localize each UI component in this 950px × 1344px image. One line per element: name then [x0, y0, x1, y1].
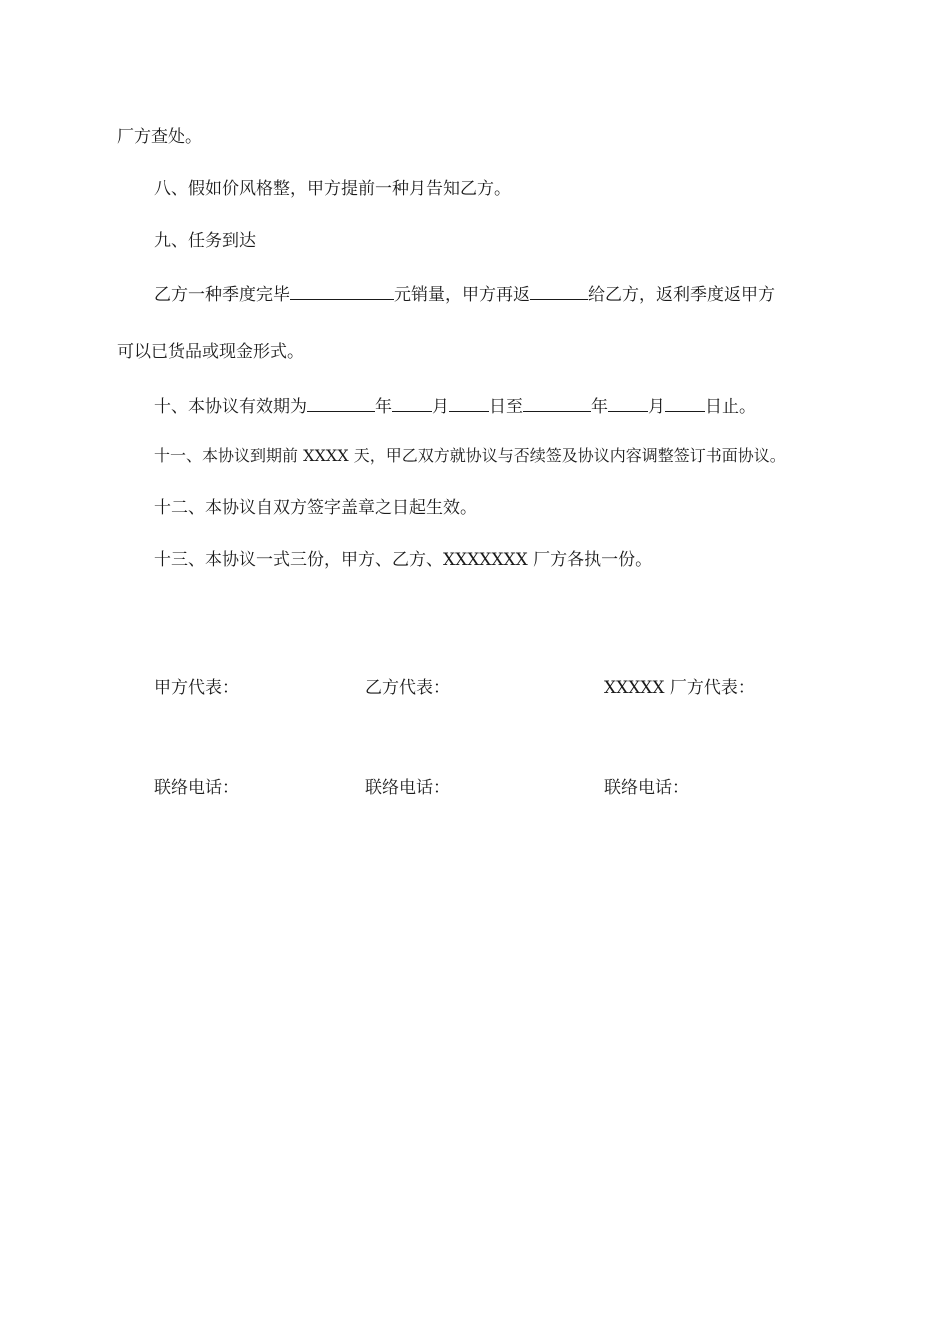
text: 乙方代表：: [365, 678, 450, 698]
clause-9-heading: [154, 229, 256, 253]
blank-field-end-month[interactable]: [608, 393, 648, 412]
clause-9-body-continued: [117, 340, 304, 364]
text: 年: [591, 397, 608, 417]
text: 年: [375, 397, 392, 417]
text: 日至: [489, 397, 523, 417]
clause-12: [154, 496, 477, 520]
clause-10: [154, 393, 756, 419]
text: 十二、本协议自双方签字盖章之日起生效。: [154, 498, 477, 518]
text: 十一、本协议到期前 XXXX 天，甲乙双方就协议与否续签及协议内容调整签订书面协议。: [154, 446, 786, 465]
text: 十三、本协议一式三份，甲方、乙方、XXXXXXX 厂方各执一份。: [154, 550, 653, 570]
clause-13: [154, 548, 652, 572]
party-b-phone-label: [365, 776, 450, 800]
clause-11: [154, 444, 786, 468]
text: 乙方一种季度完毕: [154, 285, 290, 305]
blank-field-end-day[interactable]: [665, 393, 705, 412]
text: XXXXX 厂方代表：: [604, 678, 755, 698]
blank-field-rebate[interactable]: [530, 281, 588, 300]
text: 八、假如价风格整，甲方提前一种月告知乙方。: [154, 179, 511, 199]
text: 元销量，甲方再返: [394, 285, 530, 305]
factory-representative-label: [604, 676, 755, 700]
text: 九、任务到达: [154, 231, 256, 251]
clause-8: [154, 177, 511, 201]
text: 月: [648, 397, 665, 417]
text: 十、本协议有效期为: [154, 397, 307, 417]
text: 可以已货品或现金形式。: [117, 342, 304, 362]
blank-field-end-year[interactable]: [523, 393, 591, 412]
party-b-representative-label: [365, 676, 450, 700]
clause-9-body: [154, 281, 775, 307]
blank-field-sales[interactable]: [290, 281, 394, 300]
blank-field-start-day[interactable]: [449, 393, 489, 412]
party-a-phone-label: [154, 776, 239, 800]
text: 给乙方，返利季度返甲方: [588, 285, 775, 305]
text: 甲方代表：: [154, 678, 239, 698]
blank-field-start-month[interactable]: [392, 393, 432, 412]
text: 日止。: [705, 397, 756, 417]
text: 厂方查处。: [117, 127, 202, 147]
text: 联络电话：: [365, 778, 450, 798]
factory-phone-label: [604, 776, 689, 800]
text: 月: [432, 397, 449, 417]
party-a-representative-label: [154, 676, 239, 700]
blank-field-start-year[interactable]: [307, 393, 375, 412]
text: 联络电话：: [154, 778, 239, 798]
paragraph-line: [117, 125, 202, 149]
text: 联络电话：: [604, 778, 689, 798]
